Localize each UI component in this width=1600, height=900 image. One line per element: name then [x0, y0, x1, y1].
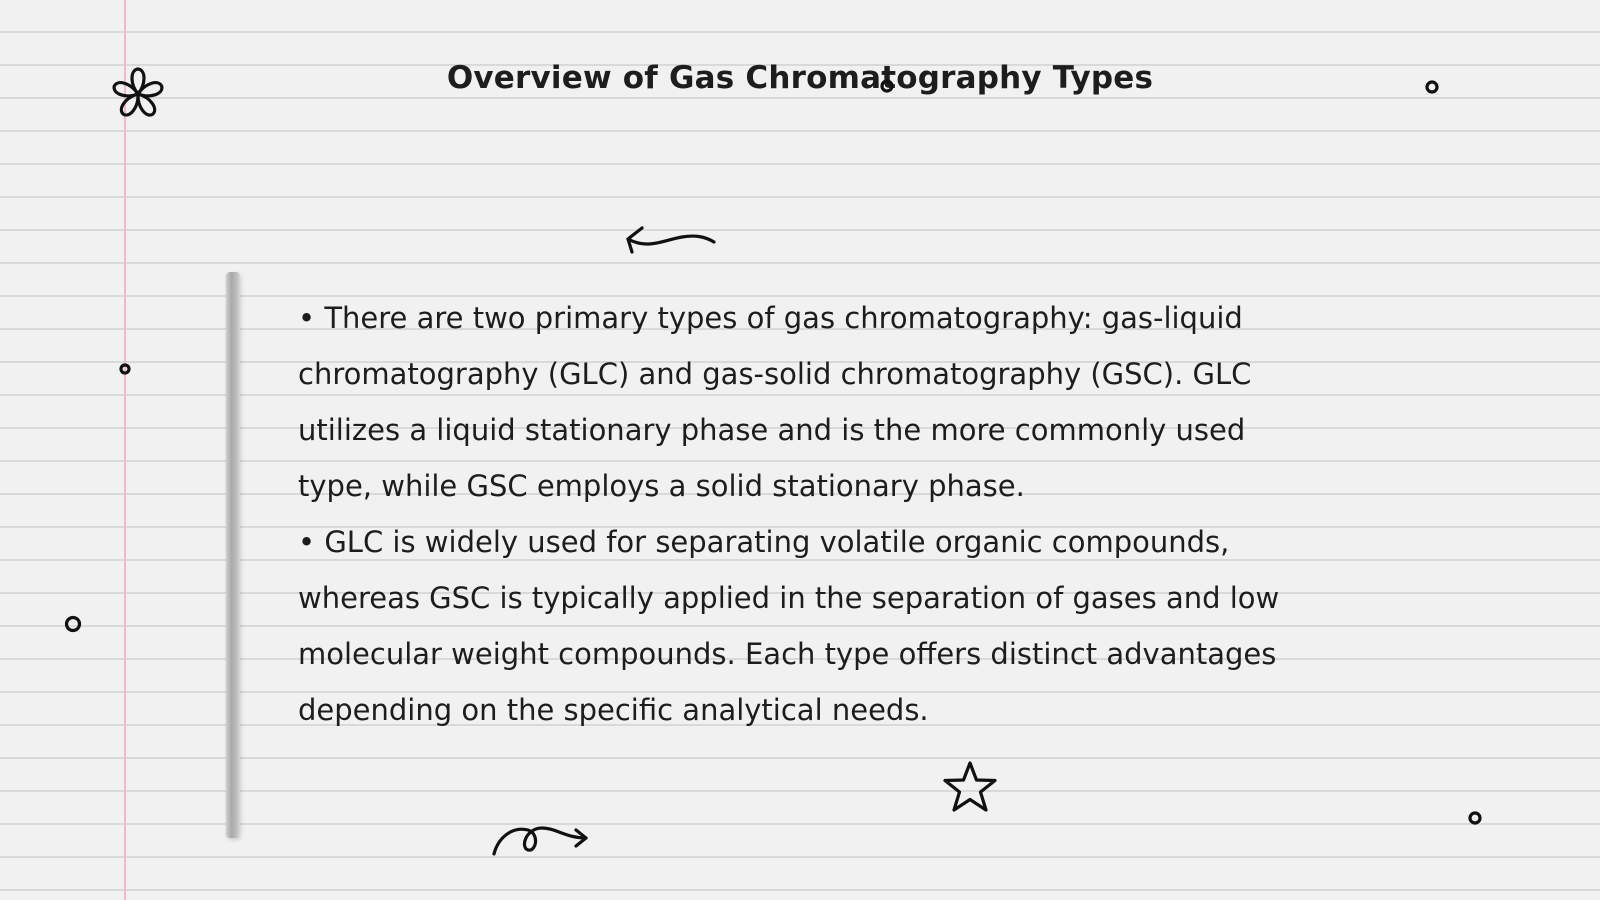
slide-body	[298, 290, 1308, 738]
flower-doodle-icon	[108, 64, 168, 124]
bullet-paragraph-2: • GLC is widely used for separating volatile organic compounds, whereas GSC is typically applied in the separation of gases and low molecular weight compounds. Each type offers distinct advantages depending on the specific analytical needs.	[298, 525, 1280, 727]
circle-doodle-icon	[877, 76, 897, 96]
arrow-left-doodle-icon	[620, 224, 720, 264]
notebook-margin-line	[124, 0, 126, 900]
circle-doodle-icon	[61, 612, 85, 636]
star-doodle-icon	[940, 760, 1000, 816]
slide-title: Overview of Gas Chromatography Types	[446, 60, 1154, 96]
loop-arrow-right-doodle-icon	[490, 816, 600, 862]
content-side-bar	[226, 272, 240, 838]
circle-doodle-icon	[115, 359, 135, 379]
bullet-paragraph-1: • There are two primary types of gas chromatography: gas-liquid chromatography (GLC) and gas-solid chromatography (GSC). GLC utilizes a liquid stationary phase and is the more commonly used type, while GSC employs a solid stationary phase.	[298, 301, 1252, 503]
circle-doodle-icon	[1465, 808, 1485, 828]
circle-doodle-icon	[1422, 77, 1442, 97]
